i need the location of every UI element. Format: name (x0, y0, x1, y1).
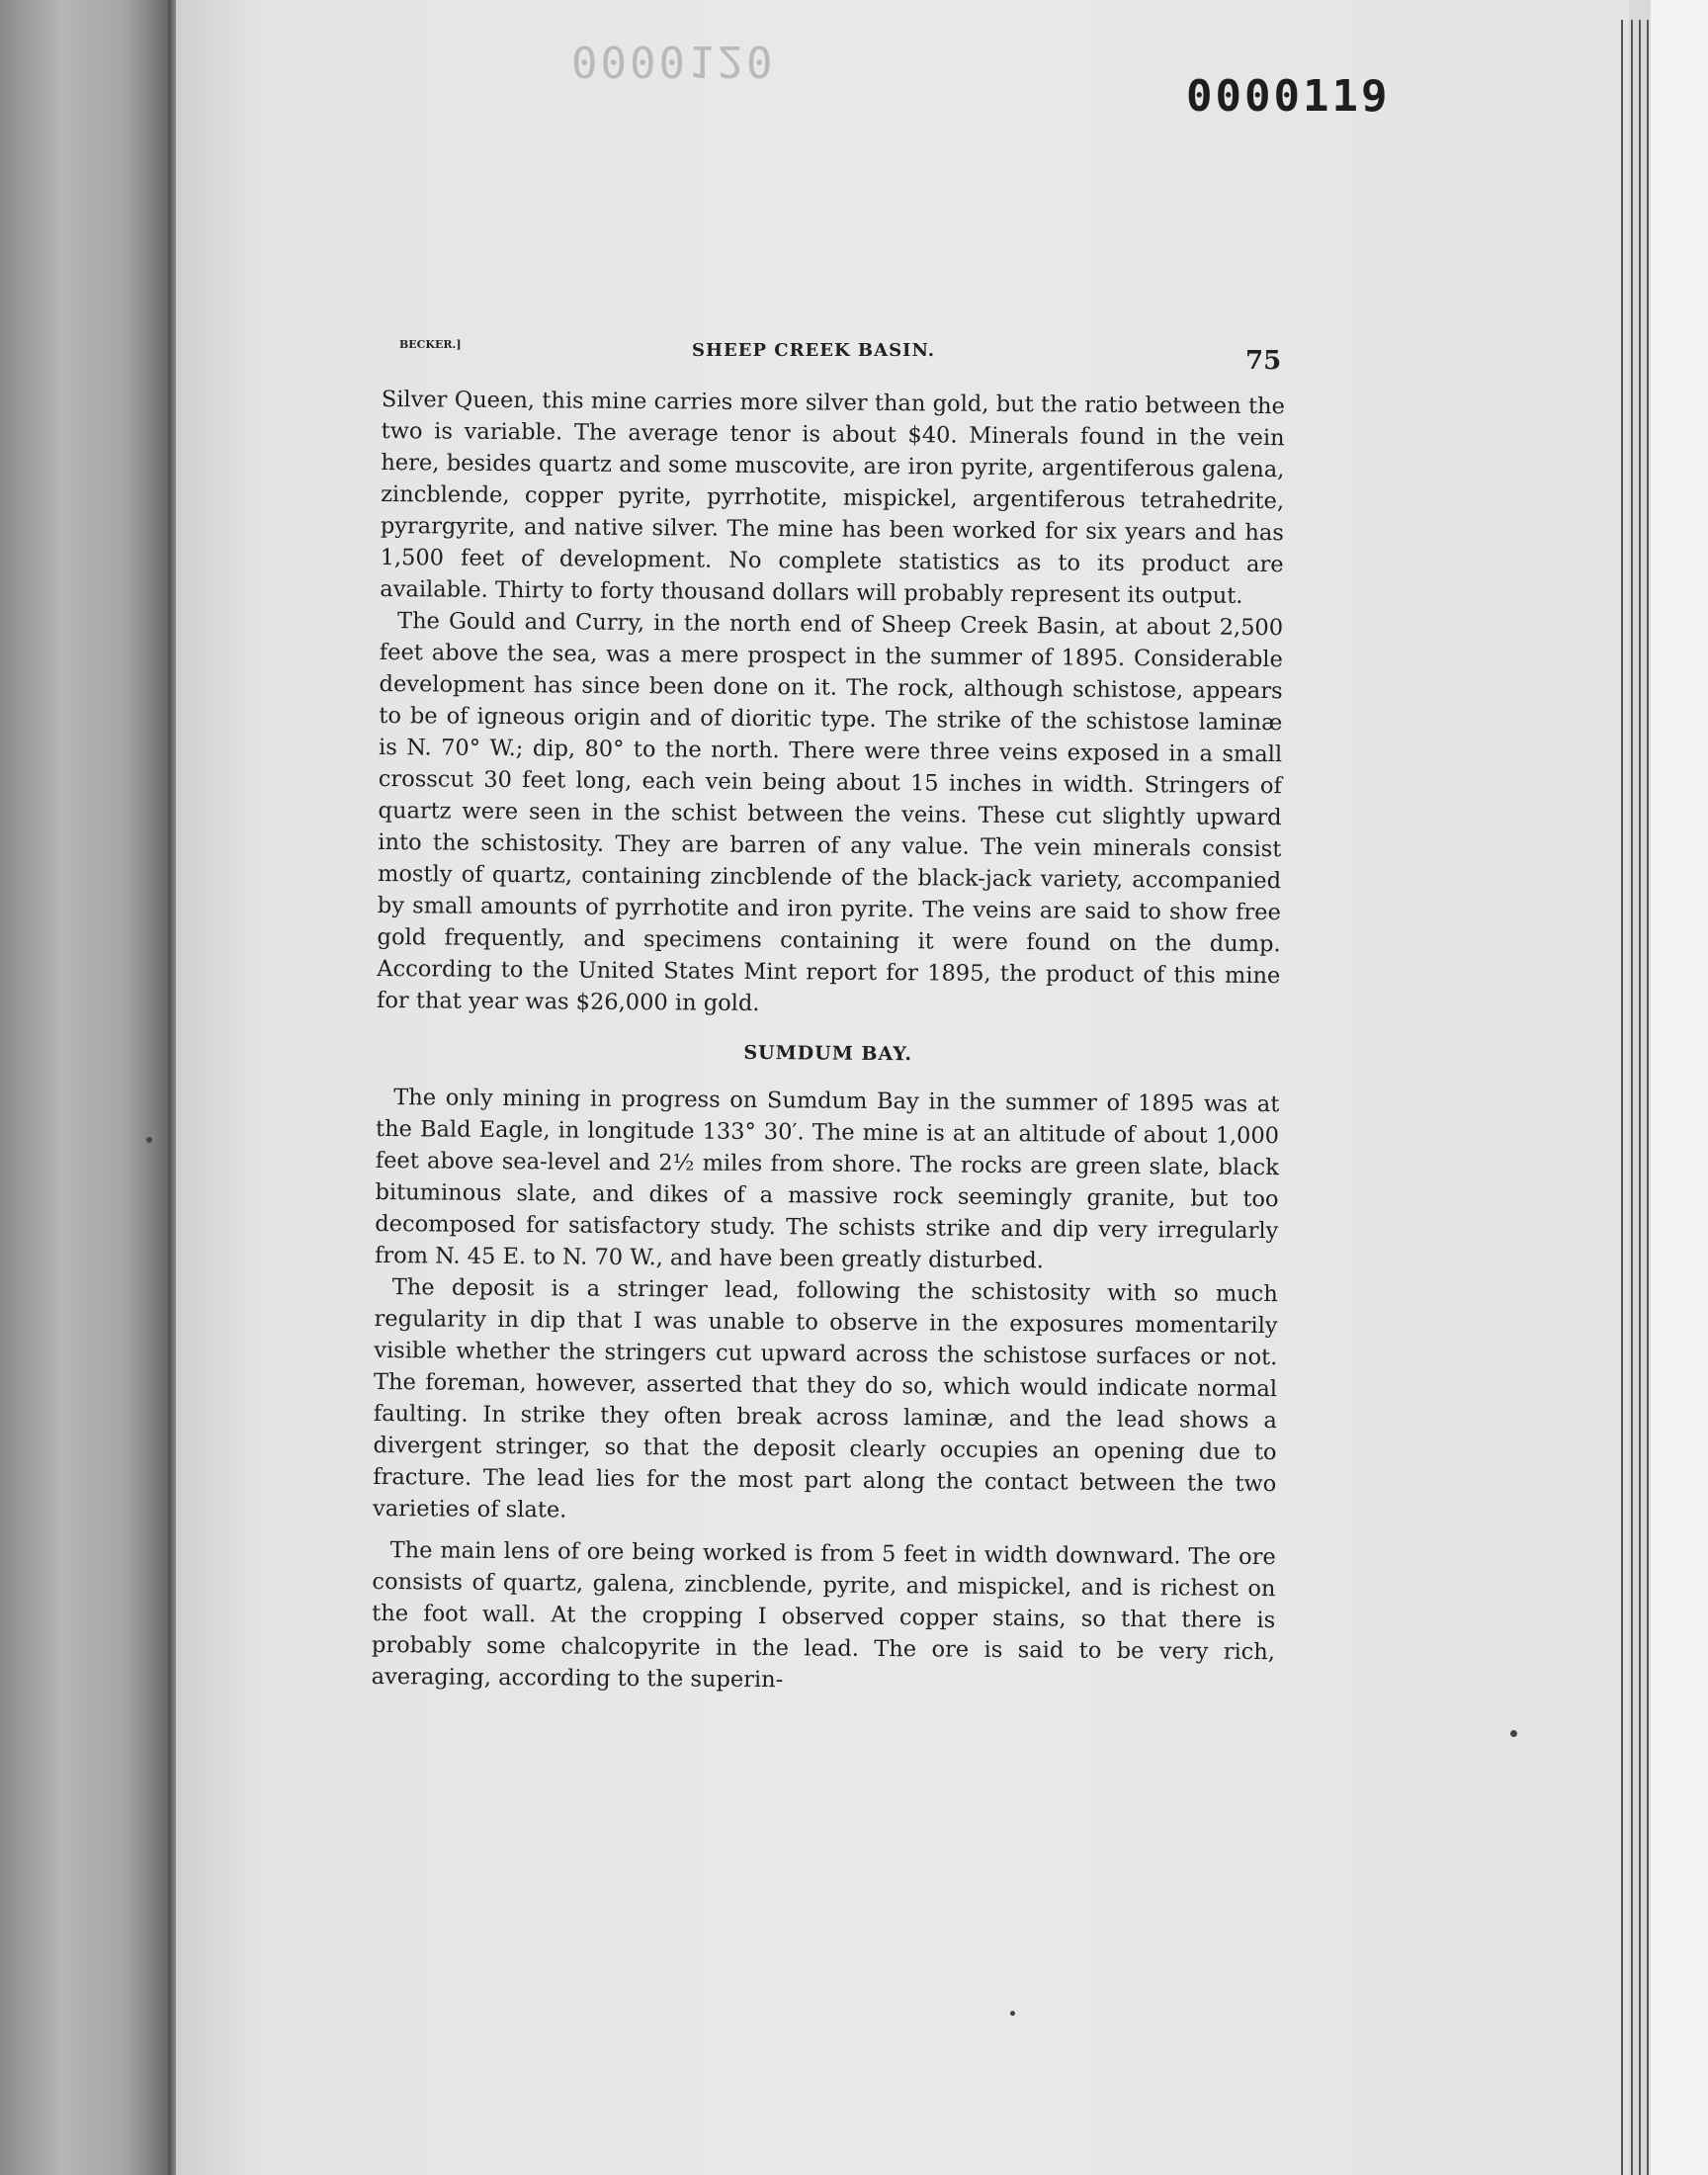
paragraph: The deposit is a stringer lead, following the schistosity with so much regularity in dip that I was unable to observe in the exposures momentarily visible whether the stringers cut upward across the schistose surfaces or not. The foreman, however, asserted that they do so, which would indicate normal faulting. In strike they often break across laminæ, and the lead shows a divergent stringer, so that the deposit clearly occupies an opening due to fracture. The lead lies for the most part along the contact between the two varieties of slate. (372, 1274, 1278, 1523)
paragraph: The only mining in progress on Sumdum Bay in the summer of 1895 was at the Bald Eagle, in longitude 133° 30′. The mine is at an altitude of about 1,000 feet above sea-level and 2½ miles from shore. The rocks are green slate, black bituminous slate, and dikes of a massive rock seemingly granite, but too decomposed for satisfactory study. The schists strike and dip very irregularly from N. 45 E. to N. 70 W., and have been greatly disturbed. (374, 1085, 1280, 1274)
running-header-title: SHEEP CREEK BASIN. (692, 340, 936, 361)
paragraph: The main lens of ore being worked is from 5 feet in width downward. The ore consists of quartz, galena, zincblende, pyrite, and mispickel, and is richest on the foot wall. At the cropping I observed copper stains, so that there is probably some chalcopyrite in the lead. The ore is said to be very rich, averaging, according to the superin- (371, 1537, 1276, 1694)
page-edge-line (1647, 20, 1649, 2175)
body-text (372, 384, 1285, 1699)
binding-shadow (0, 0, 176, 2175)
stamp-number: 0000119 (1186, 71, 1391, 122)
page-edge-background (1651, 0, 1708, 2175)
page-edge-line (1639, 20, 1641, 2175)
speck-mark (146, 1137, 152, 1143)
page-edge-line (1631, 20, 1633, 2175)
faint-stamp-number: 0000120 (571, 36, 776, 86)
paragraph: Silver Queen, this mine carries more silver than gold, but the ratio between the two is variable. The average tenor is about $40. Minerals found in the vein here, besides quartz and some muscovite, are iron pyrite, argentiferous galena, zincblende, copper pyrite, pyrrhotite, mispickel, argentiferous tetrahedrite, pyrargyrite, and native silver. The mine has been worked for six years and has 1,500 feet of development. No complete statistics as to its product are available. Thirty to forty thousand dollars will probably represent its output. (380, 386, 1285, 609)
section-heading: SUMDUM BAY. (743, 1041, 913, 1066)
page-number: 75 (1245, 346, 1282, 376)
page-edge-line (1621, 20, 1623, 2175)
running-header-author: BECKER.] (399, 338, 462, 351)
speck-mark (1510, 1730, 1517, 1737)
paragraph: The Gould and Curry, in the north end of Sheep Creek Basin, at about 2,500 feet above the sea, was a mere prospect in the summer of 1895. Considerable development has since been done on it. The rock, although schistose, appears to be of igneous origin and of dioritic type. The strike of the schistose laminæ is N. 70° W.; dip, 80° to the north. There were three veins exposed in a small crosscut 30 feet long, each vein being about 15 inches in width. Stringers of quartz were seen in the schist between the veins. These cut slightly upward into the schistosity. They are barren of any value. The vein minerals consist mostly of quartz, containing zincblende of the black-jack variety, accompanied by small amounts of pyrrhotite and iron pyrite. The veins are said to show free gold frequently, and specimens containing it were found on the dump. According to the United States Mint report for 1895, the product of this mine for that year was $26,000 in gold. (376, 608, 1284, 1017)
speck-mark (1010, 2011, 1015, 2016)
